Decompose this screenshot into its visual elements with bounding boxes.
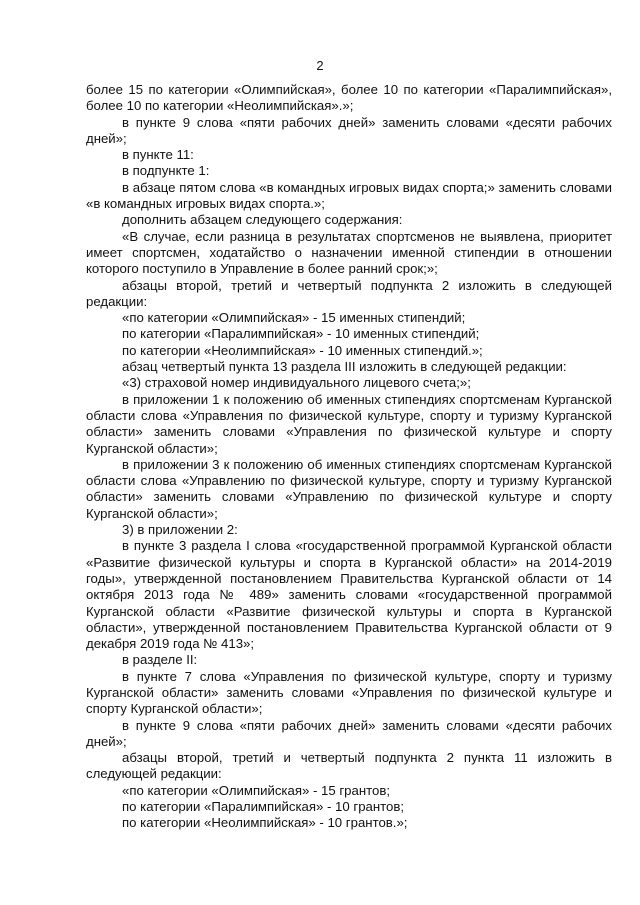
paragraph: по категории «Неолимпийская» - 10 именных стипендий.»; — [122, 342, 483, 358]
paragraph: более 15 по категории «Олимпийская», более 10 по категории «Паралимпийская», более 10 по категории «Неолимпийская».»; — [86, 82, 612, 114]
paragraph: в пункте 9 слова «пяти рабочих дней» заменить словами «десяти рабочих дней»; — [86, 114, 612, 146]
paragraph: в приложении 3 к положению об именных стипендиях спортсменам Курганской области слова «Управлению по физической культуре, спорту и туризму Курганской области» заменить словами «Управлению по физической культуре и спорту Курганской области»; — [86, 456, 612, 521]
paragraph: абзацы второй, третий и четвертый подпункта 2 изложить в следующей редакции: — [86, 277, 612, 309]
paragraph: «по категории «Олимпийская» - 15 именных стипендий; — [122, 310, 466, 326]
paragraph: «3) страховой номер индивидуального лицевого счета;»; — [122, 375, 471, 391]
paragraph: в пункте 7 слова «Управления по физической культуре, спорту и туризму Курганской области» заменить словами «Управления по физической культуре и спорту Курганской области»; — [86, 668, 612, 717]
document-body — [86, 82, 612, 832]
page-number: 2 — [316, 58, 324, 73]
paragraph: «В случае, если разница в результатах спортсменов не выявлена, приоритет имеет спортсмен, ходатайство о назначении именной стипендии в отношении которого поступило в Управление в более ранний срок;»; — [86, 228, 612, 277]
paragraph: в пункте 11: — [122, 147, 194, 163]
paragraph: в подпункте 1: — [122, 163, 210, 179]
paragraph: в пункте 3 раздела I слова «государственной программой Курганской области «Развитие физической культуры и спорта в Курганской области» на 2014-2019 годы», утвержденной постановлением Правительства Курганской области от 14 октября 2013 года № 489» заменить словами «государственной программой Курганской области «Развитие физической культуры и спорта в Курганской области», утвержденной постановлением Правительства Курганской области от 9 декабря 2019 года № 413»; — [86, 538, 612, 652]
paragraph: в приложении 1 к положению об именных стипендиях спортсменам Курганской области слова «Управления по физической культуре, спорту и туризму Курганской области» заменить словами «Управления по физической культуре и спорту Курганской области»; — [86, 391, 612, 456]
paragraph: абзац четвертый пункта 13 раздела III изложить в следующей редакции: — [122, 359, 567, 375]
paragraph: по категории «Паралимпийская» - 10 именных стипендий; — [122, 326, 480, 342]
paragraph: в абзаце пятом слова «в командных игровых видах спорта;» заменить словами «в командных игровых видах спорта.»; — [86, 179, 612, 212]
paragraph: по категории «Паралимпийская» - 10 грантов; — [122, 799, 405, 815]
paragraph: в разделе II: — [122, 652, 198, 668]
paragraph: по категории «Неолимпийская» - 10 грантов.»; — [122, 815, 408, 831]
paragraph: абзацы второй, третий и четвертый подпункта 2 пункта 11 изложить в следующей редакции: — [86, 750, 612, 782]
paragraph: «по категории «Олимпийская» - 15 грантов; — [122, 782, 391, 798]
paragraph: 3) в приложении 2: — [122, 522, 238, 538]
paragraph: в пункте 9 слова «пяти рабочих дней» заменить словами «десяти рабочих дней»; — [86, 717, 612, 749]
paragraph: дополнить абзацем следующего содержания: — [122, 212, 403, 228]
